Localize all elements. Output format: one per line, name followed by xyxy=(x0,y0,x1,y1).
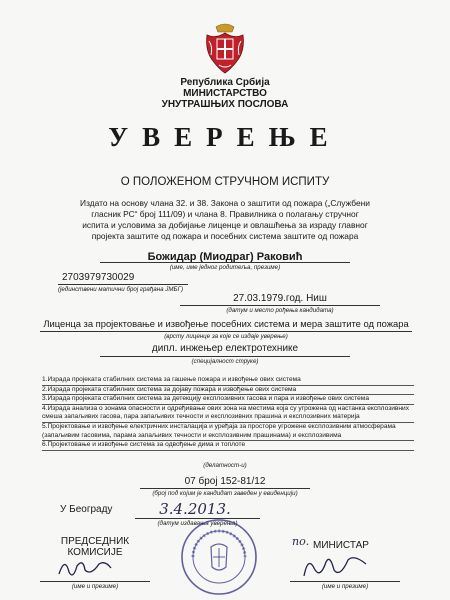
president-signature-caption: (име и презиме) xyxy=(71,583,119,590)
president-title-line-2: КОМИСИЈЕ xyxy=(67,547,123,558)
issue-date-caption: (датум издавања уверења) xyxy=(157,520,238,527)
license-type-caption: (врсту лиценце за које се издаје уверење) xyxy=(164,333,288,340)
list-item: 4.Израда анализа о зонама опасности и одређивање ових зона на местима која су угрожена од настанка експлозивних смеша запаљивих гасова, пара запаљивих течности и експлозивних прашина и експлозивних материја xyxy=(42,405,414,423)
divider xyxy=(58,284,188,285)
holder-jmbg-caption: (јединствени матични број грађана ЈМБГ) xyxy=(58,286,184,293)
minister-signature-caption: (име и презиме) xyxy=(321,583,369,590)
issue-date: 3.4.2013. xyxy=(159,500,231,518)
activities-list xyxy=(42,376,414,451)
holder-jmbg: 2703979730029 xyxy=(62,272,135,283)
registry-number: 07 број 152-81/12 xyxy=(184,476,266,487)
issue-place: У Београду xyxy=(60,504,113,515)
divider xyxy=(290,581,400,582)
holder-birth: 27.03.1979.год. Ниш xyxy=(233,293,327,304)
list-item: 1.Израда пројеката стабилних система за гашење пожара и извођење ових система xyxy=(42,376,414,386)
holder-birth-caption: (датум и место рођења кандидата) xyxy=(226,307,334,314)
registry-number-caption: (број под којим је кандидат заведен у евиденцији) xyxy=(152,490,298,497)
license-type: Лиценца за пројектовање и извођење посебних система и мера заштите од пожара xyxy=(43,318,409,329)
minister-title: МИНИСТАР xyxy=(313,540,369,551)
divider xyxy=(180,305,380,306)
divider xyxy=(100,262,350,263)
minister-prefix: по. xyxy=(292,535,310,548)
official-stamp-icon xyxy=(179,517,259,597)
document-subtitle: О ПОЛОЖЕНОМ СТРУЧНОМ ИСПИТУ xyxy=(120,176,330,188)
republic-name: Република Србија xyxy=(180,77,270,88)
issuer-header xyxy=(0,77,450,110)
legal-basis-paragraph: Издато на основу члана 32. и 38. Закона о заштити од пожара („Службени гласник РС“ број 111/09) и члана 8. Правилника о полагању стручног испита и условима за добијање лиценце и овлашћења за израду главног пројекта заштите од пожара и посебних система заштите од пожара xyxy=(80,198,370,241)
list-item: 3.Израда пројеката стабилних система за детекцију експлозивних гасова и пара и извођење ових система xyxy=(42,395,414,405)
divider xyxy=(40,581,150,582)
holder-name-caption: (име, име једног родитеља, презиме) xyxy=(169,264,281,271)
president-title-line-1: ПРЕДСЕДНИК xyxy=(60,536,130,547)
ministry-line-2: УНУТРАШЊИХ ПОСЛОВА xyxy=(161,99,289,110)
president-signature-icon xyxy=(55,552,115,582)
ministry-line-1: МИНИСТАРСТВО xyxy=(183,88,267,99)
divider xyxy=(100,356,350,357)
activities-caption: (делатност-и) xyxy=(203,462,247,469)
profession: дипл. инжењер електротехнике xyxy=(151,343,299,354)
profession-caption: (специјалност струке) xyxy=(191,358,259,365)
list-item: 5.Пројектовање и извођење електричних инсталација и уређаја за просторе угрожене експлозивним атмосферама (запаљивим гасовима, парама запаљивих течности и експлозивним прашинама) и експлозивима xyxy=(42,423,414,441)
list-item: 2.Израда пројеката стабилних система за дојаву пожара и извођење ових система xyxy=(42,386,414,396)
minister-signature-icon xyxy=(300,550,370,582)
divider xyxy=(140,488,310,489)
list-item: 6.Пројектовање и извођење система за одвођење дима и топлоте xyxy=(42,441,414,451)
document-title: УВЕРЕЊЕ xyxy=(108,122,342,152)
serbian-coat-of-arms-icon xyxy=(203,21,247,75)
holder-name: Божидар (Миодраг) Раковић xyxy=(147,251,303,263)
divider xyxy=(40,331,412,332)
